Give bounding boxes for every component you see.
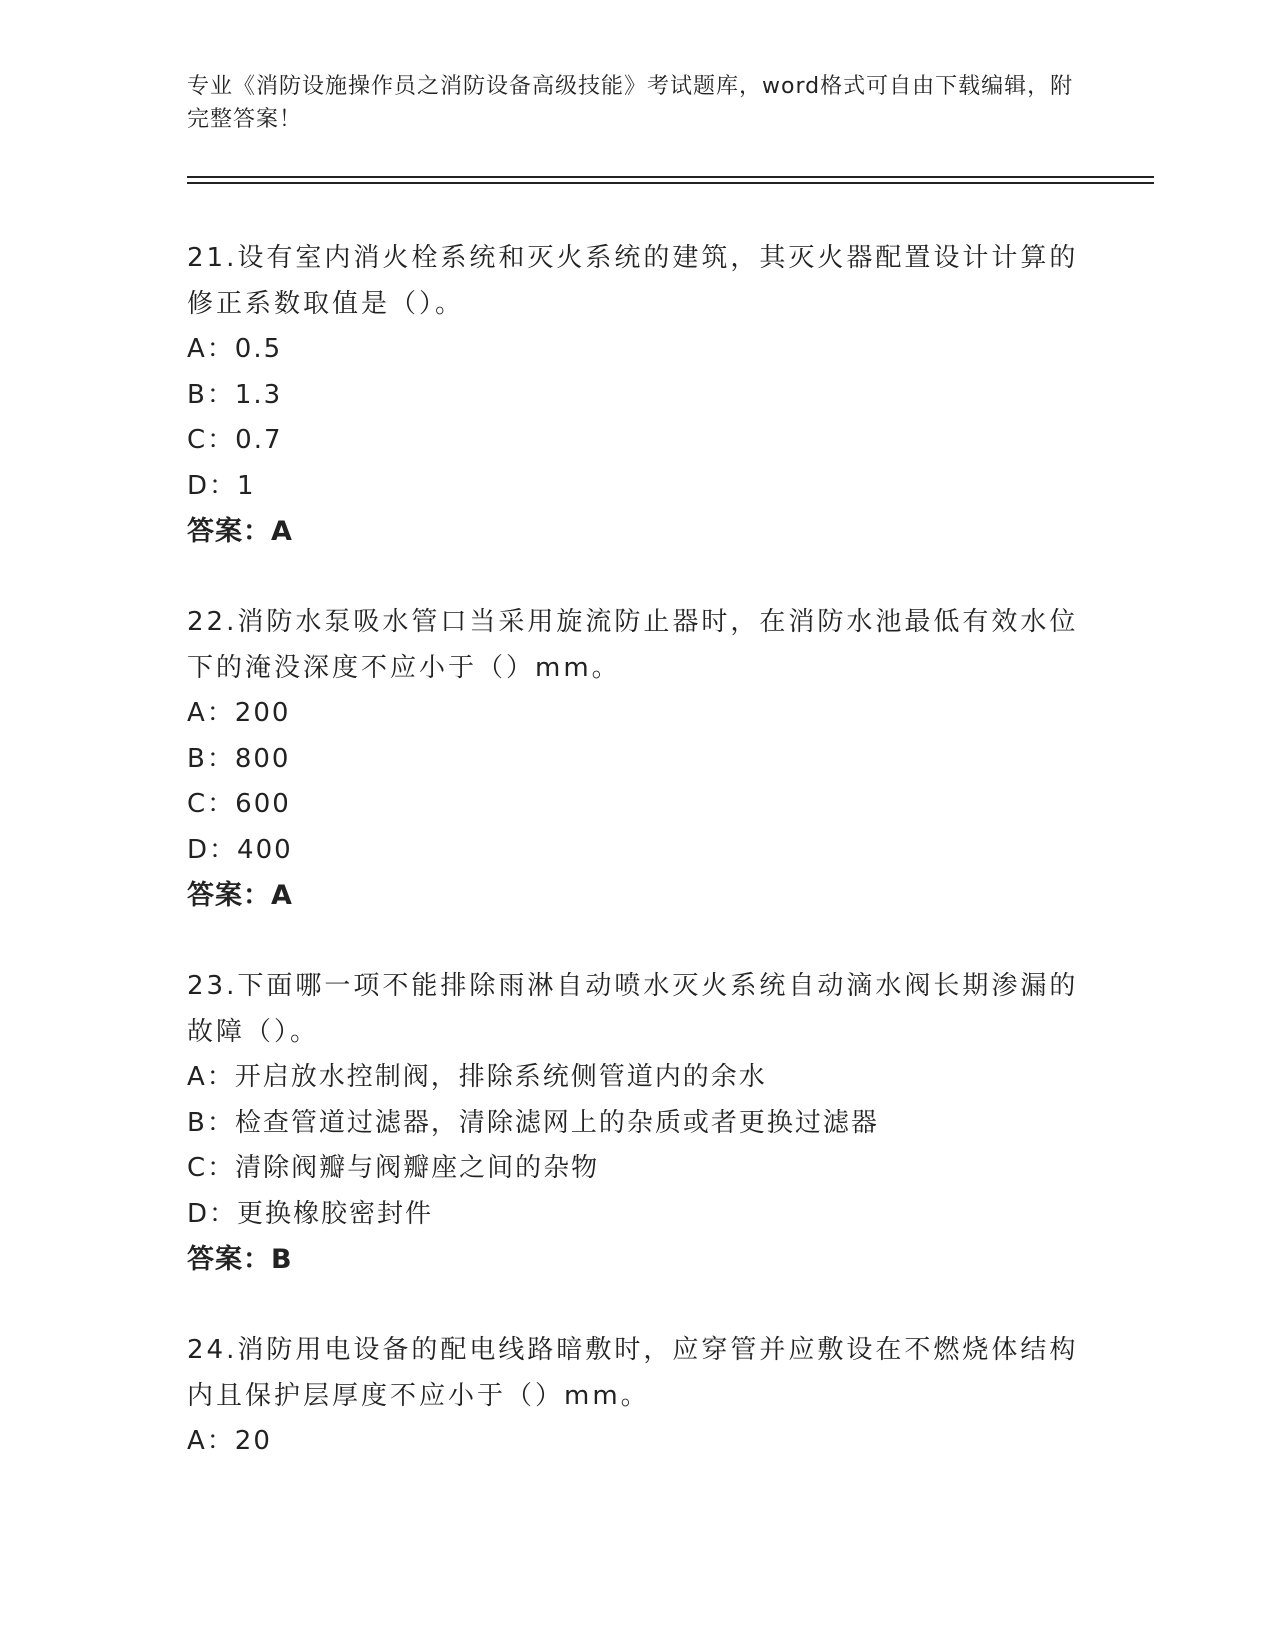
question-23 bbox=[187, 963, 1087, 1283]
question-list bbox=[187, 235, 1087, 1509]
answer: 答案：A bbox=[187, 516, 293, 547]
option-a: A：0.5 bbox=[187, 334, 283, 364]
question-stem: 24.消防用电设备的配电线路暗敷时，应穿管并应敷设在不燃烧体结构内且保护层厚度不应小于（）mm。 bbox=[187, 1335, 1079, 1411]
question-stem: 21.设有室内消火栓系统和灭火系统的建筑，其灭火器配置设计计算的修正系数取值是（）。 bbox=[187, 243, 1079, 319]
option-c: C：600 bbox=[187, 789, 291, 819]
answer: 答案：B bbox=[187, 1244, 293, 1275]
question-stem: 22.消防水泵吸水管口当采用旋流防止器时，在消防水池最低有效水位下的淹没深度不应小于（）mm。 bbox=[187, 607, 1079, 683]
option-c: C：清除阀瓣与阀瓣座之间的杂物 bbox=[187, 1153, 600, 1183]
option-d: D：1 bbox=[187, 470, 256, 501]
header-divider-top bbox=[187, 176, 1154, 178]
answer: 答案：A bbox=[187, 880, 293, 911]
header-divider-bottom bbox=[187, 182, 1154, 184]
option-c: C：0.7 bbox=[187, 425, 283, 455]
question-21 bbox=[187, 235, 1087, 555]
option-a: A：200 bbox=[187, 698, 291, 728]
option-b: B：1.3 bbox=[187, 379, 283, 410]
question-stem: 23.下面哪一项不能排除雨淋自动喷水灭火系统自动滴水阀长期渗漏的故障（）。 bbox=[187, 971, 1079, 1047]
option-b: B：检查管道过滤器，清除滤网上的杂质或者更换过滤器 bbox=[187, 1107, 879, 1138]
question-24 bbox=[187, 1327, 1087, 1465]
option-d: D：400 bbox=[187, 834, 293, 865]
option-a: A：20 bbox=[187, 1426, 272, 1456]
option-a: A：开启放水控制阀，排除系统侧管道内的余水 bbox=[187, 1062, 767, 1092]
question-22 bbox=[187, 599, 1087, 919]
option-d: D：更换橡胶密封件 bbox=[187, 1198, 434, 1229]
document-header: 专业《消防设施操作员之消防设备高级技能》考试题库，word格式可自由下载编辑，附完整答案！ bbox=[187, 74, 1074, 132]
option-b: B：800 bbox=[187, 743, 291, 774]
